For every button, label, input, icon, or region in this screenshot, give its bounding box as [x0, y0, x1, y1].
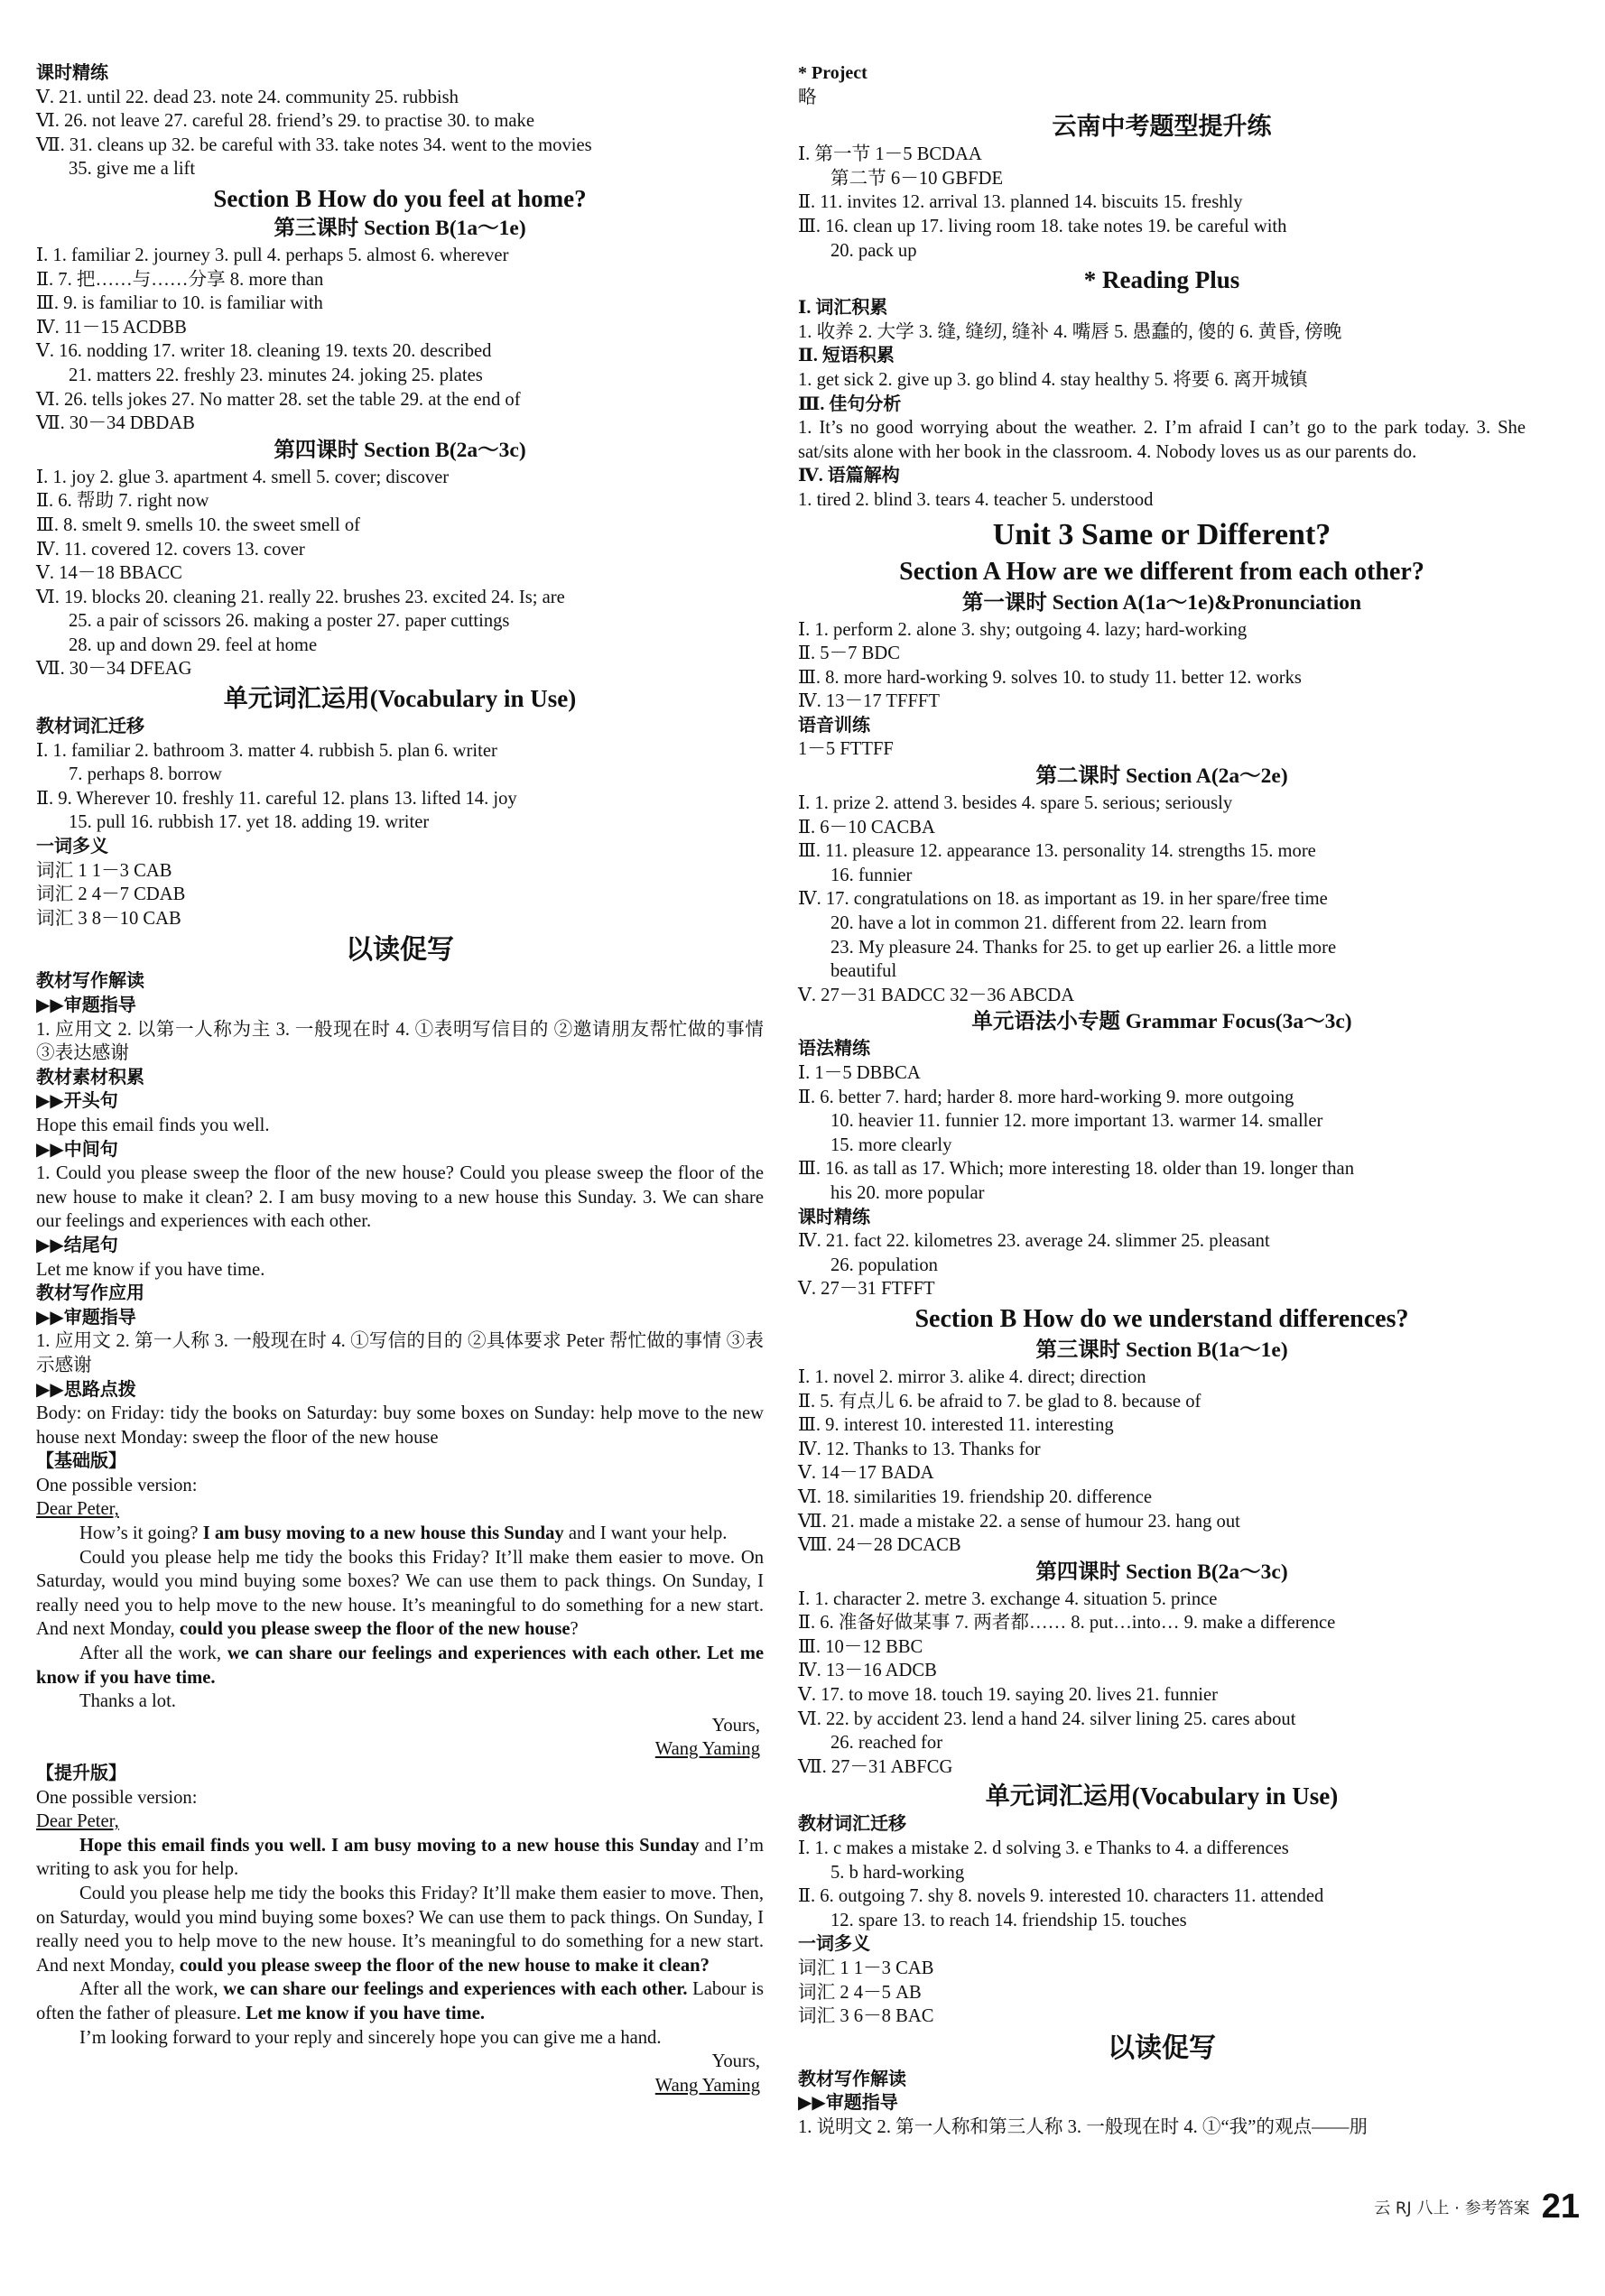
answer-line: Ⅳ. 13－16 ADCB [798, 1661, 937, 1681]
answer-line: 1. It’s no good worrying about the weather. 2. I’m afraid I can’t go to the park today. 3. She sat/sits alone with her book in the classroom. 4. Nobody loves us as our parents do. [798, 418, 1526, 462]
answer-line: Dear Peter, [36, 1499, 119, 1520]
footer-label: 云 RJ 八上 · 参考答案 [1374, 2199, 1530, 2218]
answer-line: One possible version: [36, 1475, 198, 1495]
answer-line: Ⅱ. 11. invites 12. arrival 13. planned 14. biscuits 15. freshly [798, 192, 1243, 213]
essay-paragraph: I’m looking forward to your reply and sincerely hope you can give me a hand. [79, 2027, 662, 2048]
answer-line: 1. 应用文 2. 第一人称 3. 一般现在时 4. ①写信的目的 ②具体要求 Peter 帮忙做的事情 ③表示感谢 [36, 1331, 764, 1375]
answer-line: 26. population [830, 1254, 938, 1275]
answer-line: Ⅲ. 9. interest 10. interested 11. interesting [798, 1415, 1114, 1436]
answer-line: Ⅰ. 1. character 2. metre 3. exchange 4. situation 5. prince [798, 1588, 1218, 1609]
lesson-heading: 第四课时 Section B(2a～3c) [274, 438, 526, 462]
answer-line: Ⅱ. 5－7 BDC [798, 643, 900, 664]
answer-line: 词汇 1 1－3 CAB [798, 1958, 934, 1978]
version-label: 【提升版】 [36, 1764, 126, 1783]
answer-line: Ⅱ. 6. 帮助 7. right now [36, 491, 209, 512]
answer-line: 20. have a lot in common 21. different from 22. learn from [830, 913, 1267, 934]
part-heading: 以读促写 [346, 935, 454, 966]
left-column [36, 61, 764, 2097]
answer-line: Ⅲ. 8. smelt 9. smells 10. the sweet smell of [36, 514, 361, 535]
essay-paragraph: After all the work, we can share our feelings and experiences with each other. Let me know if you have time. [36, 1643, 764, 1688]
part-heading: * Reading Plus [1083, 266, 1240, 294]
answer-line: Ⅱ. 6. outgoing 7. shy 8. novels 9. interested 10. characters 11. attended [798, 1886, 1324, 1907]
answer-line: Ⅲ. 16. clean up 17. living room 18. take notes 19. be careful with [798, 216, 1287, 236]
subsection-heading: Ⅰ. 词汇积累 [798, 298, 888, 319]
answer-line: Ⅲ. 11. pleasure 12. appearance 13. personality 14. strengths 15. more [798, 841, 1316, 862]
answer-line: Ⅱ. 6. better 7. hard; harder 8. more hard-working 9. more outgoing [798, 1087, 1294, 1107]
part-heading: Section B How do you feel at home? [213, 184, 587, 212]
answer-line: Ⅲ. 8. more hard-working 9. solves 10. to study 11. better 12. works [798, 667, 1302, 688]
essay-paragraph: Could you please help me tidy the books this Friday? It’ll make them easier to move. Then, on Saturday, would you mind buying some boxes? We can use them to pack things. On Sunday, I really need you to help move to the new house. It’s meaningful to do something for a new start. And next Monday, could you please sweep the floor of the new house to make it clean? [36, 1883, 764, 1976]
guide-marker: ▶▶开头句 [36, 1091, 118, 1112]
essay-paragraph: After all the work, we can share our feelings and experiences with each other. Labour is often the father of pleasure. Let me know if you have time. [36, 1979, 764, 2023]
answer-line: Ⅵ. 26. tells jokes 27. No matter 28. set the table 29. at the end of [36, 389, 521, 410]
answer-line: Let me know if you have time. [36, 1259, 265, 1280]
answer-line: 1. 说明文 2. 第一人称和第三人称 3. 一般现在时 4. ①“我”的观点——朋 [798, 2116, 1368, 2137]
subsection-heading: 一词多义 [36, 837, 108, 857]
page-footer [1255, 2188, 1580, 2224]
answer-line: Ⅶ. 21. made a mistake 22. a sense of humour 23. hang out [798, 1511, 1240, 1532]
answer-line: Ⅶ. 30－34 DFEAG [36, 659, 192, 680]
answer-line: Ⅰ. 1. joy 2. glue 3. apartment 4. smell 5. cover; discover [36, 467, 450, 487]
answer-line: Ⅰ. 1. c makes a mistake 2. d solving 3. e Thanks to 4. a differences [798, 1838, 1289, 1859]
right-column [798, 61, 1526, 2140]
answer-line: 15. pull 16. rubbish 17. yet 18. adding 19. writer [69, 812, 430, 833]
answer-line: 词汇 3 8－10 CAB [36, 908, 181, 929]
answer-line: 词汇 3 6－8 BAC [798, 2006, 934, 2027]
subsection-heading: 语法精练 [798, 1039, 870, 1060]
section-title: Section B How do we understand differences? [914, 1304, 1409, 1333]
answer-line: Ⅱ. 9. Wherever 10. freshly 11. careful 12. plans 13. lifted 14. joy [36, 788, 517, 809]
answer-line: Ⅱ. 6. 准备好做某事 7. 两者都…… 8. put…into… 9. make a difference [798, 1613, 1336, 1634]
lesson-heading: 第一课时 Section A(1a～1e)&Pronunciation [961, 590, 1362, 615]
answer-line: Ⅳ. 17. congratulations on 18. as important as 19. in her spare/free time [798, 889, 1328, 910]
essay-paragraph: How’s it going? I am busy moving to a new house this Sunday and I want your help. [79, 1523, 728, 1544]
part-heading: 单元词汇运用(Vocabulary in Use) [223, 685, 577, 713]
answer-line: 1. 应用文 2. 以第一人称为主 3. 一般现在时 4. ①表明写信目的 ②邀请朋友帮忙做的事情 ③表达感谢 [36, 1019, 764, 1064]
answer-line: 25. a pair of scissors 26. making a poster 27. paper cuttings [69, 611, 510, 632]
answer-line: Ⅲ. 16. as tall as 17. Which; more interesting 18. older than 19. longer than [798, 1159, 1354, 1180]
answer-line: 1. Could you please sweep the floor of the new house? Could you please sweep the floor of the new house to make it clean? 2. I am busy moving to a new house this Sunday. 3. We can share our feelings and experiences with each other. [36, 1163, 764, 1232]
answer-line: Ⅰ. 1. familiar 2. bathroom 3. matter 4. rubbish 5. plan 6. writer [36, 740, 497, 761]
answer-line: Ⅳ. 11－15 ACDBB [36, 317, 187, 338]
answer-line: 12. spare 13. to reach 14. friendship 15. touches [830, 1910, 1187, 1930]
subsection-heading: * Project [798, 63, 867, 83]
answer-line: Ⅴ. 16. nodding 17. writer 18. cleaning 19. texts 20. described [36, 341, 492, 362]
part-heading: 云南中考题型提升练 [1052, 113, 1272, 141]
guide-marker: ▶▶思路点拨 [36, 1379, 136, 1400]
answer-line: 20. pack up [830, 240, 917, 261]
answer-line: 16. funnier [830, 865, 913, 885]
answer-line: Ⅵ. 26. not leave 27. careful 28. friend’s 29. to practise 30. to make [36, 111, 534, 132]
lesson-heading: 第三课时 Section B(1a～1e) [1035, 1338, 1288, 1362]
essay-paragraph: Hope this email finds you well. I am busy moving to a new house this Sunday and I’m writing to ask you for help. [36, 1835, 765, 1880]
answer-line: Hope this email finds you well. [36, 1115, 270, 1135]
answer-line: 1. 收养 2. 大学 3. 缝, 缝纫, 缝补 4. 嘴唇 5. 愚蠢的, 傻的 6. 黄昏, 傍晚 [798, 321, 1342, 342]
answer-line: Ⅳ. 21. fact 22. kilometres 23. average 24. slimmer 25. pleasant [798, 1231, 1270, 1252]
answer-line: Ⅴ. 14－17 BADA [798, 1463, 934, 1484]
subsection-heading: 教材词汇迁移 [36, 717, 144, 737]
lesson-heading: 第三课时 Section B(1a～1e) [274, 216, 526, 240]
answer-line: Ⅱ. 6－10 CACBA [798, 817, 935, 838]
answer-line: Ⅰ. 1. novel 2. mirror 3. alike 4. direct; direction [798, 1366, 1146, 1387]
subsection-heading: 一词多义 [798, 1934, 870, 1955]
part-heading: 以读促写 [1108, 2032, 1216, 2063]
answer-line: 26. reached for [830, 1733, 943, 1754]
version-label: 【基础版】 [36, 1451, 126, 1472]
answer-line: Ⅰ. 第一节 1－5 BCDAA [798, 144, 982, 165]
answer-line: 词汇 1 1－3 CAB [36, 860, 172, 881]
answer-line: Ⅷ. 24－28 DCACB [798, 1535, 961, 1556]
answer-line: 略 [798, 87, 817, 107]
subsection-heading: 教材素材积累 [36, 1067, 144, 1088]
answer-line: Ⅳ. 12. Thanks to 13. Thanks for [798, 1439, 1041, 1459]
answer-line: Ⅰ. 1. prize 2. attend 3. besides 4. spare 5. serious; seriously [798, 793, 1233, 814]
answer-line: Ⅶ. 27－31 ABFCG [798, 1756, 953, 1777]
subsection-heading: 教材写作应用 [36, 1283, 144, 1304]
answer-line: Ⅲ. 10－12 BBC [798, 1636, 923, 1657]
subsection-heading: 语音训练 [798, 715, 870, 736]
answer-line: 35. give me a lift [69, 159, 196, 180]
answer-line: Ⅱ. 7. 把……与……分享 8. more than [36, 269, 324, 290]
answer-line: Ⅶ. 31. cleans up 32. be careful with 33. take notes 34. went to the movies [36, 134, 592, 155]
subsection-heading: 课时精练 [798, 1207, 870, 1227]
subsection-heading: 教材写作解读 [798, 2069, 906, 2089]
answer-line: Ⅱ. 5. 有点儿 6. be afraid to 7. be glad to 8. because of [798, 1391, 1201, 1412]
answer-line: One possible version: [36, 1787, 198, 1808]
answer-line: beautiful [830, 961, 897, 982]
answer-line: Ⅳ. 11. covered 12. covers 13. cover [36, 539, 305, 560]
answer-line: 1－5 FTTFF [798, 739, 894, 760]
lesson-heading: 第四课时 Section B(2a～3c) [1035, 1560, 1288, 1584]
answer-line: Body: on Friday: tidy the books on Saturday: buy some boxes on Sunday: help move to the new house next Monday: sweep the floor of the new house [36, 1403, 764, 1448]
unit-title: Unit 3 Same or Different? [992, 517, 1331, 551]
guide-marker: ▶▶审题指导 [36, 995, 136, 1015]
answer-line: 28. up and down 29. feel at home [69, 634, 318, 655]
answer-line: 第二节 6－10 GBFDE [830, 168, 1004, 189]
answer-line: Ⅳ. 13－17 TFFFT [798, 691, 940, 712]
subsection-heading: 教材词汇迁移 [798, 1814, 906, 1835]
answer-line: Ⅰ. 1－5 DBBCA [798, 1063, 921, 1083]
answer-line: 10. heavier 11. funnier 12. more important 13. warmer 14. smaller [830, 1111, 1323, 1132]
lesson-heading: 单元语法小专题 Grammar Focus(3a～3c) [971, 1010, 1352, 1034]
answer-line: Ⅰ. 1. familiar 2. journey 3. pull 4. perhaps 5. almost 6. wherever [36, 245, 509, 265]
answer-line: Ⅴ. 17. to move 18. touch 19. saying 20. lives 21. funnier [798, 1685, 1219, 1706]
lesson-heading: 第二课时 Section A(2a～2e) [1035, 764, 1288, 789]
subsection-heading: Ⅲ. 佳句分析 [798, 393, 902, 414]
subsection-heading: Ⅳ. 语篇解构 [798, 466, 900, 486]
answer-line: Ⅵ. 22. by accident 23. lend a hand 24. silver lining 25. cares about [798, 1708, 1296, 1729]
part-heading: 单元词汇运用(Vocabulary in Use) [985, 1782, 1339, 1810]
answer-line: 1. get sick 2. give up 3. go blind 4. stay healthy 5. 将要 6. 离开城镇 [798, 369, 1308, 390]
essay-paragraph: Thanks a lot. [79, 1691, 176, 1712]
answer-line: Wang Yaming [654, 2075, 760, 2096]
answer-line: 7. perhaps 8. borrow [69, 764, 222, 785]
answer-line: 词汇 2 4－5 AB [798, 1982, 922, 2003]
answer-line: Ⅴ. 21. until 22. dead 23. note 24. community 25. rubbish [36, 87, 459, 107]
essay-paragraph: Could you please help me tidy the books this Friday? It’ll make them easier to move. On Saturday, would you mind buying some boxes? We can use them to pack things. On Sunday, I really need you to help move to the new house. It’s meaningful to do something for a new start. And next Monday, could you please sweep the floor of the new house? [36, 1547, 764, 1640]
answer-line: Ⅴ. 27－31 FTFFT [798, 1279, 935, 1300]
answer-line: 词汇 2 4－7 CDAB [36, 884, 186, 905]
answer-line: Ⅴ. 14－18 BBACC [36, 563, 182, 584]
guide-marker: ▶▶中间句 [36, 1139, 118, 1160]
answer-line: Ⅰ. 1. perform 2. alone 3. shy; outgoing 4. lazy; hard-working [798, 619, 1248, 640]
answer-line: Ⅵ. 18. similarities 19. friendship 20. difference [798, 1486, 1153, 1507]
answer-line: 1. tired 2. blind 3. tears 4. teacher 5. understood [798, 489, 1154, 510]
subsection-heading: 课时精练 [36, 63, 108, 83]
answer-line: Ⅵ. 19. blocks 20. cleaning 21. really 22. brushes 23. excited 24. Is; are [36, 587, 565, 607]
answer-line: 21. matters 22. freshly 23. minutes 24. joking 25. plates [69, 365, 483, 385]
guide-marker: ▶▶审题指导 [798, 2093, 898, 2114]
answer-line: Ⅲ. 9. is familiar to 10. is familiar with [36, 293, 323, 314]
answer-line: Ⅴ. 27－31 BADCC 32－36 ABCDA [798, 985, 1075, 1005]
answer-line: Wang Yaming [654, 1739, 760, 1760]
subsection-heading: 教材写作解读 [36, 971, 144, 992]
answer-line: Yours, [711, 1715, 760, 1736]
answer-line: his 20. more popular [830, 1182, 985, 1203]
answer-line: 5. b hard-working [830, 1862, 965, 1883]
answer-line: Ⅶ. 30－34 DBDAB [36, 413, 195, 434]
guide-marker: ▶▶结尾句 [36, 1235, 118, 1255]
answer-line: 15. more clearly [830, 1134, 952, 1155]
subsection-heading: Ⅱ. 短语积累 [798, 346, 895, 366]
answer-line: Yours, [711, 2051, 760, 2072]
guide-marker: ▶▶审题指导 [36, 1307, 136, 1328]
answer-line: Dear Peter, [36, 1811, 119, 1832]
page-number: 21 [1541, 2188, 1580, 2226]
answer-line: 23. My pleasure 24. Thanks for 25. to get up earlier 26. a little more [830, 937, 1337, 958]
section-title: Section A How are we different from each other? [899, 557, 1424, 586]
